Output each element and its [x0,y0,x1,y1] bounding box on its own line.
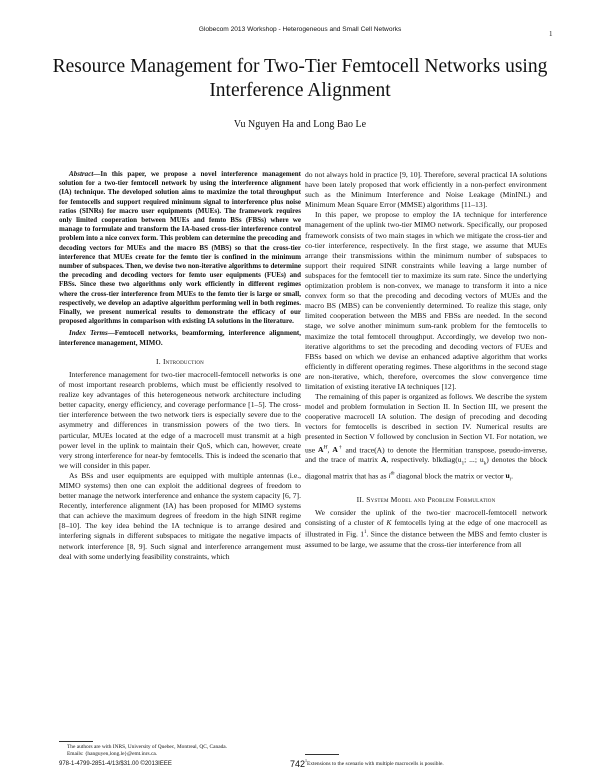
symbol-k: K [386,518,392,528]
matrix-a-symbol: A [318,445,324,455]
index-terms-text: —Femtocell networks, beamforming, interference alignment, interference management, MIMO. [59,329,301,347]
blkdiag-text: blkdiag(u [432,455,462,465]
right-paragraph-2 [305,392,547,486]
notation-pseudo-inverse [332,445,342,454]
system-model-text-2: femtocells lying at the edge of one macrocell as illustrated in Fig. 1 [305,518,547,539]
footnote-left [59,744,309,758]
notation-hermitian [318,445,327,454]
abstract [59,170,301,326]
footnote-right [305,757,545,768]
copyright-line: 978-1-4799-2851-4/13/$31.00 ©2013IEEE [59,761,172,767]
organization-text: The remaining of this paper is organized as follows. We describe the system model and problem formulation in Section II. In Section III, we present the cooperative macrocell IA solution. The design of precoding and decoding vectors for femtocells is described in section IV. Numerical results are presented in Section V followed by conclusion in Section VI. For notation, we use [305,392,547,455]
running-header: Globecom 2013 Workshop - Heterogeneous and Small Cell Networks [198,26,402,33]
blkdiag-close: ) [486,455,489,465]
footnote-emails: Emails: {hanguyen,long.le}@emt.inrs.ca. [67,751,158,758]
subscript-k: k [483,461,487,467]
footnote-affiliation: The authors are with INRS, University of Quebec, Montreal, QC, Canada. [67,744,228,750]
right-paragraph-0: do not always hold in practice [9, 10]. Therefore, several practical IA solutions have been lately proposed that work efficiently in a non-perfect environment such as the Minimum Interference and Noise Leakage (MinINL) and Minimum Mean Square Error (MMSE) algorithms [11–13]. [305,170,547,210]
section-heading-system-model: II. System Model and Problem Formulation [356,494,496,504]
paper-title: Resource Management for Two-Tier Femtocell Networks using Interference Alignment [52,56,548,101]
notation-comma: , [327,445,333,455]
intro-paragraph-1: Interference management for two-tier macrocell-femtocell networks is one of most important research problems, which must be efficiently resolved to realize key advantages of this heterogeneous network architecture including better capacity, energy efficiency, and coverage performance [1–5]. The cross-tier interference between the two network tiers is especially severe due to the asymmetry and differences in transmission powers of the two tiers. In particular, MUEs located at the edge of a macrocell must transmit at a high power level in the uplink to maintain their QoS, which can, however, create very strong interference for near-by femtocells. This is indeed the scenario that we will consider in this paper. [59,369,301,470]
page-corner-number: 1 [549,30,553,38]
index-terms-label: Index Terms [69,329,108,338]
footnote-rule-right [305,754,339,755]
notation-blkdiag [432,455,489,467]
right-paragraph-3 [305,508,547,550]
footnote-mark: 1 [305,758,307,763]
notation-and: and [342,445,360,455]
index-terms [59,329,301,347]
section-heading-introduction: I. Introduction [156,356,204,366]
superscript-dagger: † [337,444,343,451]
abstract-text: —In this paper, we propose a novel interference management solution for a two-tier femtocell network by using the interference alignment (IA) technique. The developed solution aims to maximize the total throughput for femtocells and support required minimum signal to interference plus noise ratios (SINRs) for macro user equipments (MUEs). The framework requires only limited cooperation between MUEs and femto BSs (FBSs) where we manage to formulate and transform the IA-based cross-tier interference control problem into a nice convex form. This problem can determine the precoding and decoding vectors for MUEs and the macro BS (MBS) so that the cross-tier interference that MUEs create for the femto tier is confined in the minimum number of subspaces. Then, we devise two non-iterative algorithms to determine the precoding and decoding vectors for femto user equipments (FUEs) and FBSs. Since these two algorithms only work efficiently in different regimes where the cross-tier interference from MUEs to the femto tier is large or small, respectively, we develop an adaptive algorithm performing well in both regimes. Finally, we present numerical results to demonstrate the efficacy of our proposed algorithms in comparison with existing IA solutions in the literature. [59,170,301,326]
superscript-th: th [390,471,395,477]
paper-authors: Vu Nguyen Ha and Long Bao Le [233,119,367,130]
notation-text-1: to denote the Hermitian transpose, pseudo-inverse, and the trace of matrix [305,445,548,465]
subscript-1: 1 [461,461,465,467]
matrix-a-symbol: A [332,445,338,455]
superscript-h: H [323,444,328,451]
notation-trace: trace(A) [359,445,385,455]
system-model-text-3: . Since the distance between the MBS and femto cluster is assumed to be large, we assume that the cross-tier interference from all [305,529,547,549]
vector-u-symbol: u [505,471,510,481]
blkdiag-dots: ; ...; u [464,455,484,465]
notation-matrix-a: A [380,455,387,465]
ith-symbol: i [388,471,391,481]
notation-text-2: , respectively. [386,455,433,465]
system-model-text-1: We consider the uplink of the two-tier macrocell-femtocell network consisting of a cluster of [305,508,547,528]
intro-paragraph-2: As BSs and user equipments are equipped with multiple antennas (i.e., MIMO systems) then one can exploit the additional degrees of freedom to better manage the network interference and enhance the system capacity [6, 7]. Recently, interference alignment (IA) has been proposed for MIMO systems that can achieve the maximum degrees of freedom in the high SINR regime [8–10]. The key idea behind the IA technique is to arrange desired and interfering signals in different subspaces to mitigate the negative impacts of network interference [8, 9]. Such signal and interference arrangement must deal with some underlying feasibility constraints, which [59,470,301,561]
right-paragraph-1: In this paper, we propose to employ the IA technique for interference management of the uplink two-tier MIMO network. Specifically, our proposed framework consists of two main stages in which we mitigate the cross-tier and co-tier interference, respectively. In the first stage, we assume that MUEs arrange their transmissions within the minimum number of subspaces to support their required SINR constraints while leaving a large number of subspaces for the femtocell tier to maximize its sum rate. Since the underlying optimization problem is non-convex, we manage to transform it into a nice convex form so that the precoding and decoding vectors of MUEs and the macro BS (MBS) can be conveniently determined. To realize this stage, only limited cooperation between the MBS and FBSs are needed. In the second stage, we solve another minimum sum-rank problem for the femtocells to maximize the total femtocell throughput. Accordingly, we develop two non-iterative algorithms to set the precoding and decoding vectors of FUEs and FBSs based on which we devise an enhanced adaptive algorithm that works efficiently in different operating regimes. These algorithms in the second stage are non-iterative, which, therefore, overcomes the slow convergence time limitation of existing iterative IA techniques [12]. [305,210,547,391]
left-column [59,170,301,562]
right-column [305,170,547,550]
footnote-extension-text: Extensions to the scenario with multiple macrocells is possible. [307,760,444,767]
notation-text-3: denotes the block diagonal matrix that has as [305,455,548,481]
subscript-i: i [509,477,512,483]
notation-text-4: diagonal block the matrix or vector [394,471,506,481]
notation-text-5: . [511,471,513,481]
footnote-rule-left [59,741,93,742]
footnote-ref-1: 1 [364,530,367,536]
page-number: 742 [290,759,306,769]
abstract-label: Abstract [69,170,94,178]
